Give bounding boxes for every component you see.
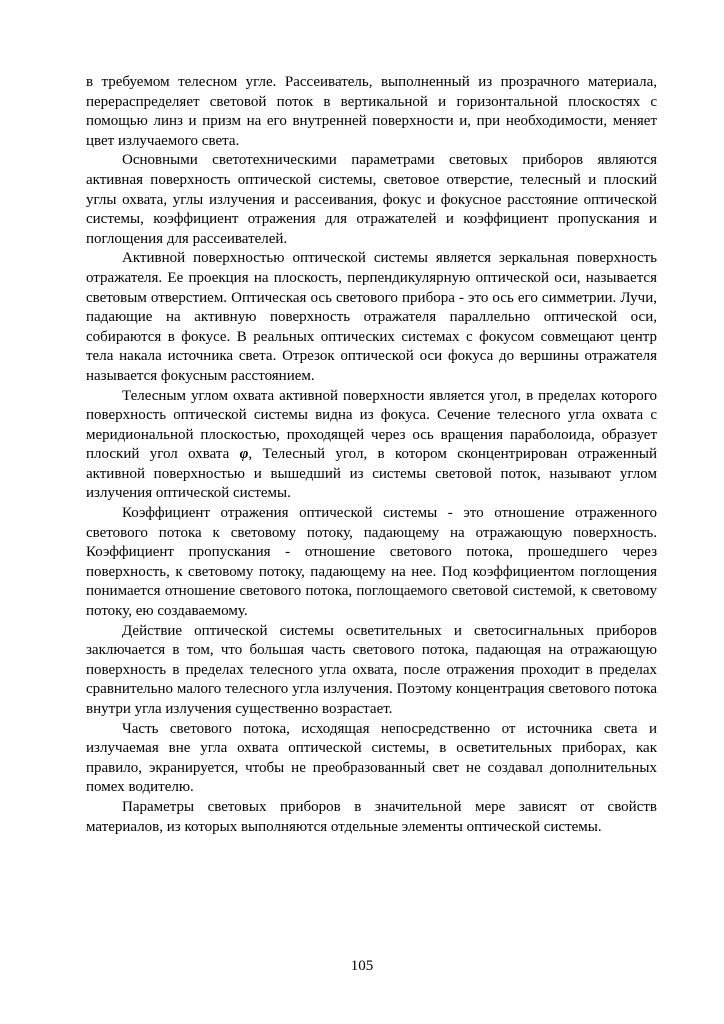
paragraph-8: Параметры световых приборов в значительной мере зависят от свойств материалов, из которых выполняются отдельные элементы оптической системы. — [86, 798, 657, 835]
paragraph-5: Коэффициент отражения оптической системы - это отношение отраженного светового потока к световому потоку, падающему на отражающую поверхность. Коэффициент пропускания - отношение светового потока, прошедшего через поверхность, к световому потоку, падающему на нее. Под коэффициентом поглощения понимается отношение светового потока, поглощаемого световой системой, к световому потоку, ею создаваемому. — [86, 505, 657, 620]
paragraph-6: Действие оптической системы осветительных и светосигнальных приборов заключается в том, что большая часть светового потока, падающая на отражающую поверхность в пределах телесного угла охвата, после отражения проходит в пределах сравнительно малого телесного угла излучения. Поэтому концентрация светового потока внутри угла излучения существенно возрастает. — [86, 622, 657, 717]
body-text — [86, 73, 657, 837]
page-number: 105 — [350, 958, 374, 974]
phi-symbol: φ — [239, 446, 249, 463]
paragraph-4 — [86, 387, 657, 505]
paragraph-4-text-start: Телесным углом охвата активной поверхности является угол, в пределах которого поверхность оптической системы видна из фокуса. Сечение телесного угла охвата с меридиональной плоскостью, проходящей через ось вращения параболоида, образует плоский угол охвата — [86, 387, 657, 463]
paragraph-7: Часть светового потока, исходящая непосредственно от источника света и излучаемая вне угла охвата оптической системы, в осветительных приборах, как правило, экранируется, чтобы не преобразованный свет не создавал дополнительных помех водителю. — [86, 720, 657, 796]
paragraph-1: в требуемом телесном угле. Рассеиватель, выполненный из прозрачного материала, перераспределяет световой поток в вертикальной и горизонтальной плоскостях с помощью линз и призм на его внутренней поверхности и, при необходимости, меняет цвет излучаемого света. — [86, 74, 657, 149]
paragraph-3: Активной поверхностью оптической системы является зеркальная поверхность отражателя. Ее проекция на плоскость, перпендикулярную оптической оси, называется световым отверстием. Оптическая ось светового прибора - это ось его симметрии. Лучи, падающие на активную поверхность отражателя параллельно оптической оси, собираются в фокусе. В реальных оптических системах с фокусом совмещают центр тела накала источника света. Отрезок оптической оси фокуса до вершины отражателя называется фокусным расстоянием. — [86, 250, 657, 384]
paragraph-2: Основными светотехническими параметрами световых приборов являются активная поверхность оптической системы, световое отверстие, телесный и плоский углы охвата, углы излучения и рассеивания, фокус и фокусное расстояние оптической системы, коэффициент отражения для отражателей и коэффициент пропускания и поглощения для рассеивателей. — [86, 152, 657, 247]
paragraph-4-text-end: , Телесный угол, в котором сконцентрирован отраженный активной поверхностью и вышедший из системы световой поток, называют углом излучения оптической системы. — [86, 446, 657, 502]
